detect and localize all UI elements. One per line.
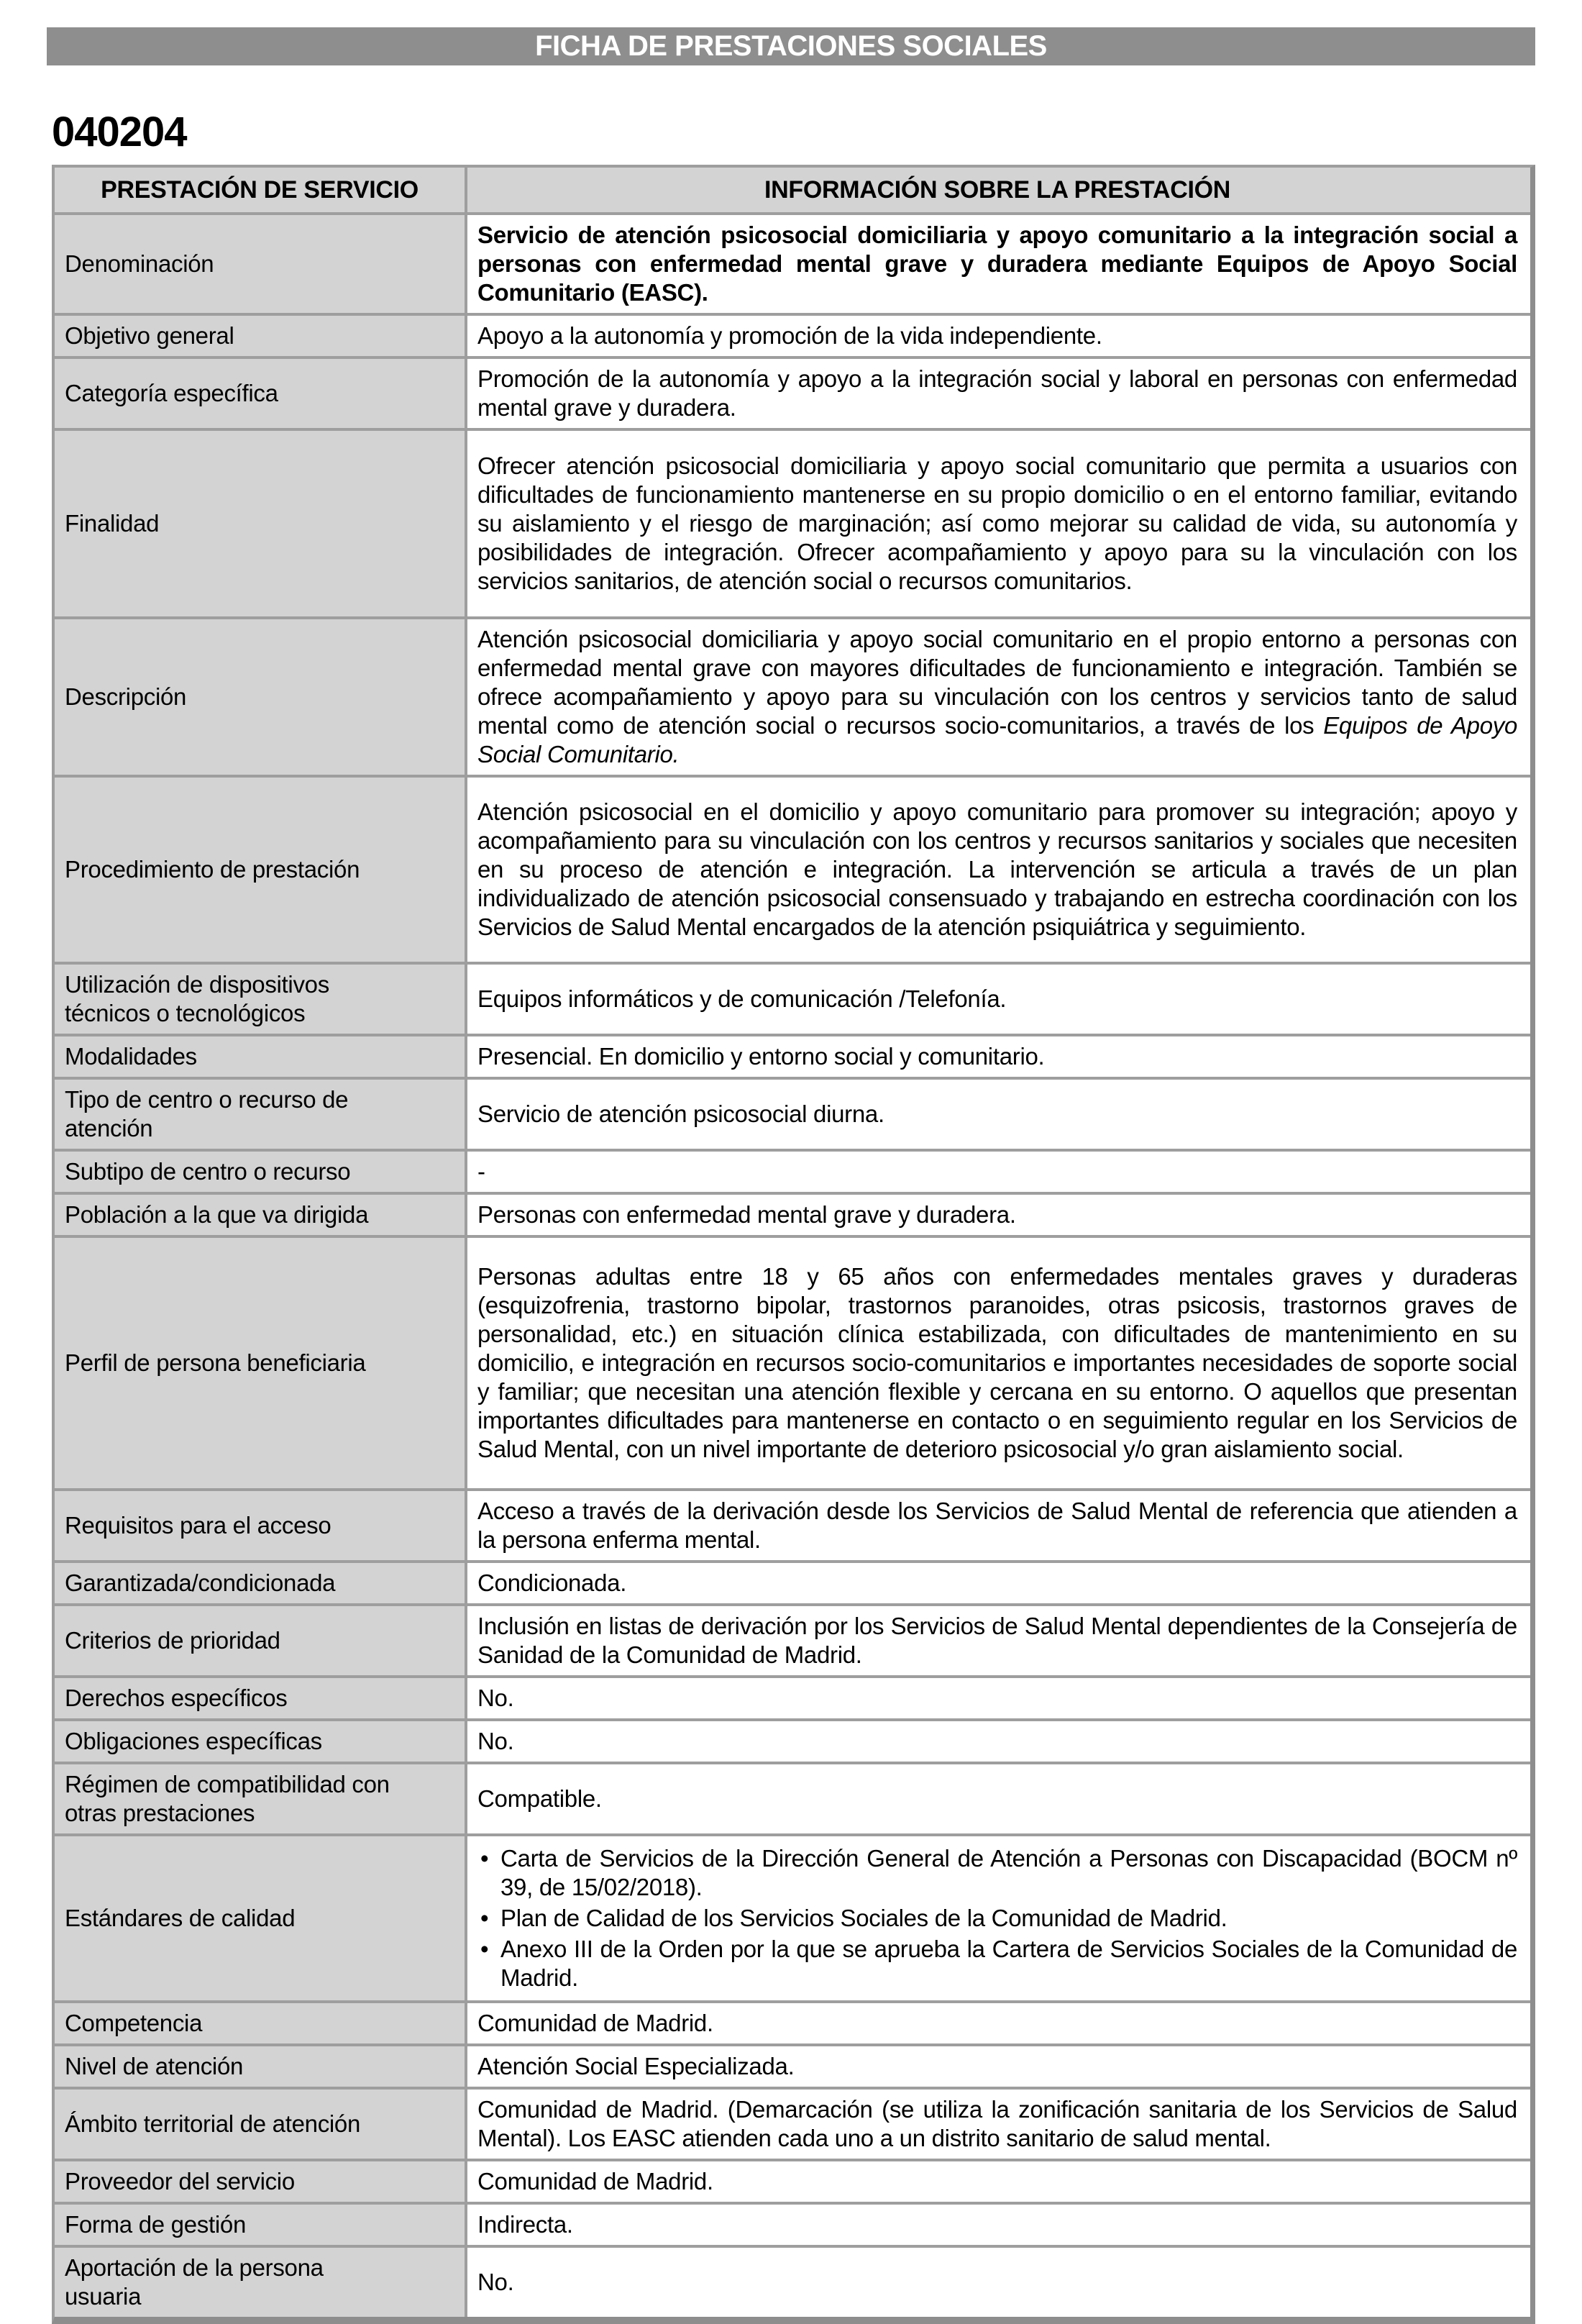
- row-label: Forma de gestión: [55, 2205, 467, 2245]
- row-value: [467, 2090, 1530, 2159]
- row-label: Utilización de dispositivos técnicos o tecnológicos: [55, 965, 467, 1034]
- table-row-poblacion: [55, 1192, 1530, 1235]
- table-row-ambito-territorial: [55, 2087, 1530, 2159]
- table-row-criterios-prioridad: [55, 1603, 1530, 1675]
- table-row-modalidades: [55, 1034, 1530, 1077]
- row-value-text: Servicio de atención psicosocial domiciliaria y apoyo comunitario a la integración social a personas con enfermedad mental grave y duradera mediante Equipos de Apoyo Social Comunitario (EASC).: [477, 222, 1517, 306]
- table-row-tipo-centro: [55, 1077, 1530, 1149]
- row-label: Garantizada/condicionada: [55, 1563, 467, 1603]
- header-col-informacion: INFORMACIÓN SOBRE LA PRESTACIÓN: [467, 168, 1530, 212]
- table-row-competencia: [55, 2000, 1530, 2043]
- row-label: Modalidades: [55, 1036, 467, 1077]
- row-value-text: Personas adultas entre 18 y 65 años con enfermedades mentales graves y duraderas (esquizofrenia, trastorno bipolar, trastornos paranoides, otras psicosis, trastornos graves de personalidad, etc.) en situación clínica estabilizada, con dificultades de mantenimiento en su domicilio, e integración en recursos socio-comunitarios e importantes necesidades de soporte social y familiar; que necesitan una atención flexible y cercana en su entorno. O aquellos que presentan importantes dificultades para mantenerse en contacto o en seguimiento regular en los Servicios de Salud Mental, con un nivel importante de deterioro psicosocial y/o gran aislamiento social.: [477, 1263, 1517, 1462]
- row-value: [467, 2248, 1530, 2317]
- row-label: Población a la que va dirigida: [55, 1195, 467, 1235]
- table-row-requisitos-acceso: [55, 1488, 1530, 1560]
- row-value-text: Condicionada.: [477, 1569, 627, 1596]
- list-item: • Anexo III de la Orden por la que se aprueba la Cartera de Servicios Sociales de la Comunidad de Madrid.: [477, 1935, 1517, 1992]
- row-label: Perfil de persona beneficiaria: [55, 1238, 467, 1488]
- row-value-text: Personas con enfermedad mental grave y duradera.: [477, 1201, 1016, 1228]
- banner-title: FICHA DE PRESTACIONES SOCIALES: [535, 30, 1047, 62]
- table-row-procedimiento: [55, 775, 1530, 962]
- row-value: [467, 1036, 1530, 1077]
- row-label: Ámbito territorial de atención: [55, 2090, 467, 2159]
- row-value-text: Acceso a través de la derivación desde los Servicios de Salud Mental de referencia que atienden a la persona enferma mental.: [477, 1498, 1517, 1553]
- row-value: [467, 1836, 1530, 2000]
- row-value-text: Atención psicosocial en el domicilio y apoyo comunitario para promover su integración; apoyo y acompañamiento para su vinculación con los centros y recursos sanitarios y sociales que necesiten en su proceso de atención e integración. La intervención se articula a través de un plan individualizado de atención psicosocial consensuado y trabajando en estrecha coordinación con los Servicios de Salud Mental encargados de la atención psiquiátrica y seguimiento.: [477, 798, 1517, 940]
- row-value: [467, 431, 1530, 616]
- row-value-text: No.: [477, 2269, 514, 2295]
- row-value-text: Comunidad de Madrid. (Demarcación (se utiliza la zonificación sanitaria de los Servicios de Salud Mental). Los EASC atienden cada uno a un distrito sanitario de salud mental.: [477, 2096, 1517, 2151]
- row-value-text: Ofrecer atención psicosocial domiciliaria y apoyo social comunitario que permita a usuarios con dificultades de funcionamiento mantenerse en su propio domicilio o en el entorno familiar, evitando su aislamiento y el riesgo de marginación; así como mejorar su calidad de vida, su autonomía y posibilidades de integración. Ofrecer acompañamiento y apoyo para su la vinculación con los servicios sanitarios, de atención social o recursos comunitarios.: [477, 452, 1517, 594]
- row-value-text: Servicio de atención psicosocial diurna.: [477, 1101, 884, 1127]
- table-row-derechos: [55, 1675, 1530, 1718]
- table-row-subtipo-centro: [55, 1149, 1530, 1192]
- row-value: [467, 1152, 1530, 1192]
- table-header-row: [55, 168, 1530, 212]
- list-item: • Carta de Servicios de la Dirección General de Atención a Personas con Discapacidad (BOCM nº 39, de 15/02/2018).: [477, 1844, 1517, 1902]
- table-row-forma-gestion: [55, 2202, 1530, 2245]
- row-label: Criterios de prioridad: [55, 1606, 467, 1675]
- row-value: [467, 1238, 1530, 1488]
- row-value-text: Presencial. En domicilio y entorno social y comunitario.: [477, 1043, 1045, 1070]
- row-value: [467, 1764, 1530, 1833]
- row-value: [467, 1195, 1530, 1235]
- table-row-categoria-especifica: [55, 356, 1530, 428]
- row-value-text: Inclusión en listas de derivación por los Servicios de Salud Mental dependientes de la Consejería de Sanidad de la Comunidad de Madrid.: [477, 1613, 1517, 1668]
- row-value: [467, 619, 1530, 775]
- row-value-text: Compatible.: [477, 1785, 602, 1812]
- row-value: [467, 778, 1530, 962]
- quality-standards-list: [477, 1842, 1517, 1995]
- table-row-garantizada: [55, 1560, 1530, 1603]
- row-value: [467, 965, 1530, 1034]
- page-banner: [47, 27, 1535, 65]
- row-value: [467, 1606, 1530, 1675]
- list-item: • Plan de Calidad de los Servicios Sociales de la Comunidad de Madrid.: [477, 1904, 1517, 1933]
- row-label: Requisitos para el acceso: [55, 1491, 467, 1560]
- table-row-finalidad: [55, 428, 1530, 616]
- row-value: [467, 1721, 1530, 1762]
- table-row-nivel-atencion: [55, 2043, 1530, 2087]
- row-value: [467, 215, 1530, 313]
- row-value-text: No.: [477, 1728, 514, 1754]
- row-value-text: Promoción de la autonomía y apoyo a la integración social y laboral en personas con enfermedad mental grave y duradera.: [477, 365, 1517, 421]
- table-row-perfil-beneficiaria: [55, 1235, 1530, 1488]
- row-value: [467, 1080, 1530, 1149]
- table-row-denominacion: [55, 212, 1530, 313]
- row-value: [467, 1491, 1530, 1560]
- row-value: [467, 1678, 1530, 1718]
- row-value-italic: Equipos de Apoyo Social Comunitario.: [477, 712, 1517, 767]
- row-value-text: Comunidad de Madrid.: [477, 2168, 713, 2195]
- row-label: Obligaciones específicas: [55, 1721, 467, 1762]
- row-label: Descripción: [55, 619, 467, 775]
- row-label: Objetivo general: [55, 316, 467, 356]
- row-value: [467, 2161, 1530, 2202]
- table-row-utilizacion-dispositivos: [55, 962, 1530, 1034]
- row-label: Denominación: [55, 215, 467, 313]
- row-label: Competencia: [55, 2003, 467, 2043]
- row-value: [467, 1563, 1530, 1603]
- row-value-normal: Atención psicosocial domiciliaria y apoyo social comunitario en el propio entorno a personas con enfermedad mental grave con mayores dificultades de funcionamiento e integración. También se ofrece acompañamiento y apoyo para su vinculación con los centros y servicios tanto de salud mental como de atención social o recursos socio-comunitarios, a través de los: [477, 626, 1517, 739]
- row-label: Categoría específica: [55, 359, 467, 428]
- header-col-prestacion: PRESTACIÓN DE SERVICIO: [55, 168, 467, 212]
- row-value: [467, 2046, 1530, 2087]
- table-row-proveedor: [55, 2159, 1530, 2202]
- table-row-objetivo-general: [55, 313, 1530, 356]
- table-row-aportacion-usuaria: [55, 2245, 1530, 2317]
- document-code: 040204: [52, 109, 187, 155]
- row-value: [467, 316, 1530, 356]
- row-value-text: -: [477, 1158, 485, 1185]
- row-value-text: No.: [477, 1685, 514, 1711]
- row-value-text: Comunidad de Madrid.: [477, 2010, 713, 2036]
- table-row-descripcion: [55, 616, 1530, 775]
- ficha-table: [52, 165, 1535, 2324]
- row-value: [467, 2003, 1530, 2043]
- row-label: Procedimiento de prestación: [55, 778, 467, 962]
- row-value-text: [477, 625, 1517, 769]
- row-label: Subtipo de centro o recurso: [55, 1152, 467, 1192]
- table-row-estandares-calidad: [55, 1833, 1530, 2000]
- table-row-obligaciones: [55, 1718, 1530, 1762]
- row-value-text: Equipos informáticos y de comunicación /Telefonía.: [477, 985, 1007, 1012]
- row-label: Estándares de calidad: [55, 1836, 467, 2000]
- row-label: Proveedor del servicio: [55, 2161, 467, 2202]
- table-row-regimen-compatibilidad: [55, 1762, 1530, 1833]
- row-label: Tipo de centro o recurso de atención: [55, 1080, 467, 1149]
- row-value-text: Indirecta.: [477, 2211, 573, 2238]
- row-label: Régimen de compatibilidad con otras prestaciones: [55, 1764, 467, 1833]
- row-value: [467, 2205, 1530, 2245]
- row-value-text: Apoyo a la autonomía y promoción de la vida independiente.: [477, 322, 1102, 349]
- row-label: Derechos específicos: [55, 1678, 467, 1718]
- row-value: [467, 359, 1530, 428]
- row-label: Aportación de la persona usuaria: [55, 2248, 467, 2317]
- row-label: Nivel de atención: [55, 2046, 467, 2087]
- row-value-text: Atención Social Especializada.: [477, 2053, 795, 2079]
- row-label: Finalidad: [55, 431, 467, 616]
